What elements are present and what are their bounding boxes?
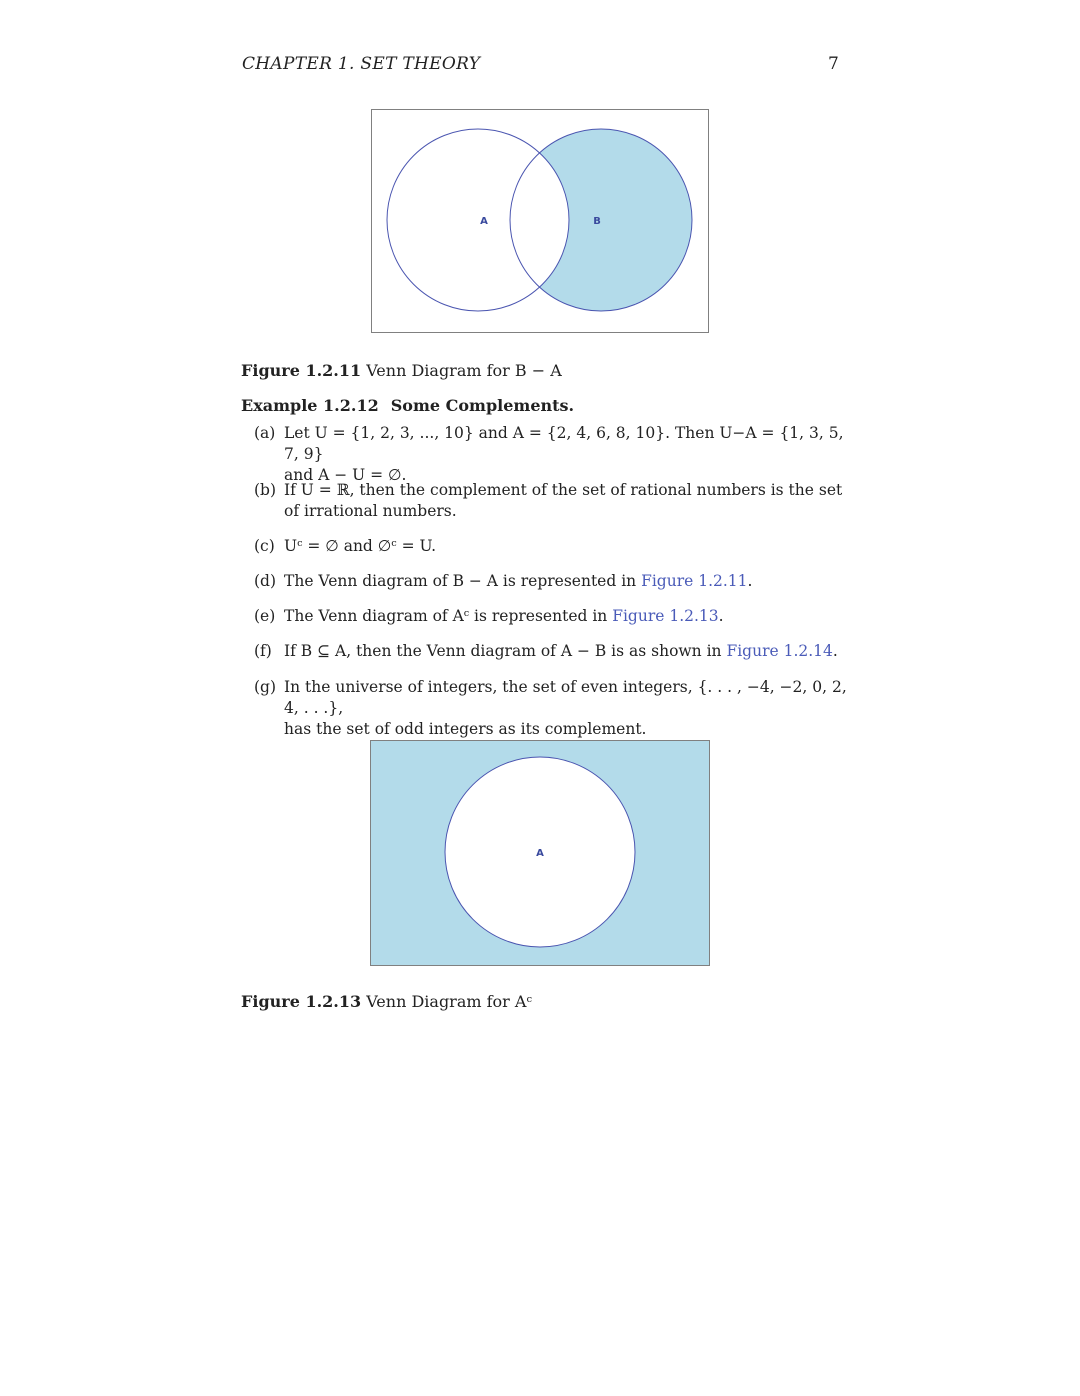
example-number: Example 1.2.12: [241, 396, 379, 415]
example-heading: [241, 396, 586, 415]
item-text: If B ⊆ A, then the Venn diagram of A − B is as shown in: [284, 642, 727, 660]
list-item-a: [254, 423, 854, 486]
figure-1-number: Figure 1.2.11: [241, 361, 362, 380]
item-label: (d): [254, 572, 277, 590]
list-item-d: [254, 571, 854, 592]
item-text-line1: Let U = {1, 2, 3, ..., 10} and A = {2, 4, 6, 8, 10}. Then U−A = {1, 3, 5, 7, 9}: [284, 424, 844, 463]
item-end: .: [832, 642, 838, 660]
item-text-line2: and A − U = ∅.: [284, 466, 407, 484]
figure-2-number: Figure 1.2.13: [241, 992, 362, 1011]
list-item-g: [254, 677, 854, 740]
figure-1-text: Venn Diagram for B − A: [366, 361, 562, 380]
item-text: The Venn diagram of Aᶜ is represented in: [284, 607, 613, 625]
set-a-label: A: [536, 848, 544, 859]
item-label: (f): [254, 642, 272, 660]
item-text-line2: of irrational numbers.: [284, 502, 457, 520]
item-end: .: [747, 572, 753, 590]
item-text-line1: If U = ℝ, then the complement of the set of rational numbers is the set: [284, 481, 843, 499]
figure-2-caption: [241, 992, 532, 1011]
figure-2-text: Venn Diagram for Aᶜ: [366, 992, 533, 1011]
page-number: 7: [828, 54, 839, 74]
figure-1-caption: [241, 361, 562, 380]
item-label: (a): [254, 424, 276, 442]
set-b-label: B: [593, 216, 601, 227]
list-item-c: [254, 536, 854, 557]
list-item-b: [254, 480, 854, 522]
example-title: Some Complements.: [390, 396, 575, 415]
venn-diagram-b-minus-a: [371, 109, 709, 333]
item-text-line2: has the set of odd integers as its complement.: [284, 720, 647, 738]
list-item-f: [254, 641, 854, 662]
figure-1-2-14-link[interactable]: Figure 1.2.14: [726, 642, 833, 660]
item-label: (c): [254, 537, 275, 555]
item-label: (b): [254, 481, 277, 499]
item-label: (e): [254, 607, 276, 625]
item-label: (g): [254, 678, 277, 696]
figure-1-2-11-link[interactable]: Figure 1.2.11: [641, 572, 748, 590]
item-text: The Venn diagram of B − A is represented in: [284, 572, 642, 590]
venn-diagram-a-complement: [370, 740, 710, 966]
item-text: Uᶜ = ∅ and ∅ᶜ = U.: [284, 537, 437, 555]
running-title: CHAPTER 1. SET THEORY: [242, 54, 481, 74]
item-text-line1: In the universe of integers, the set of even integers, {. . . , −4, −2, 0, 2, 4, . . .},: [284, 678, 847, 717]
set-a-label: A: [480, 216, 488, 227]
figure-1-2-13-link[interactable]: Figure 1.2.13: [612, 607, 719, 625]
item-end: .: [718, 607, 724, 625]
list-item-e: [254, 606, 854, 627]
